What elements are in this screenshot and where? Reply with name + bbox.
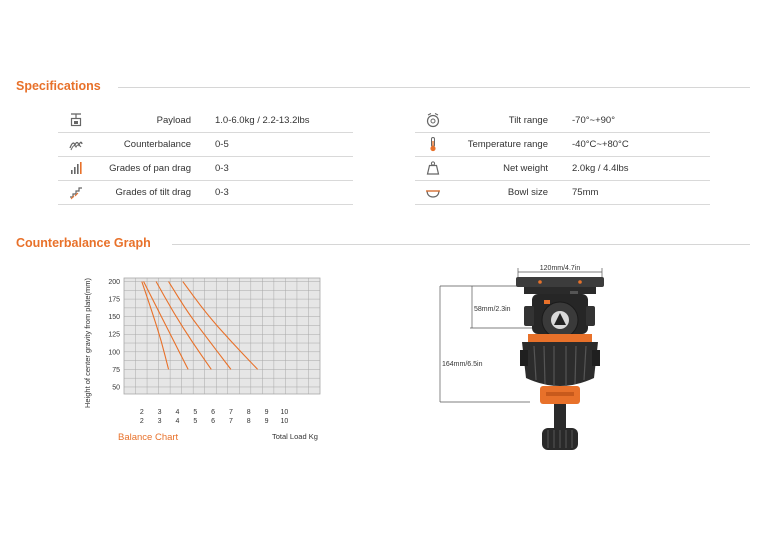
specifications-title: Specifications (16, 79, 101, 93)
fluid-head-diagram (430, 262, 630, 482)
payload-icon (68, 112, 84, 128)
spec-row-net-weight (415, 157, 710, 181)
spec-label: Grades of tilt drag (115, 187, 191, 198)
spec-row-pan-drag (58, 157, 353, 181)
spec-label: Tilt range (508, 115, 548, 126)
pan-drag-bars-icon (68, 160, 84, 176)
chart-xtick-label: 8 (246, 409, 251, 416)
spec-value: 0-3 (215, 163, 229, 174)
specs-left-table (58, 109, 353, 209)
spec-value: 0-3 (215, 187, 229, 198)
spec-value: 0-5 (215, 139, 229, 150)
balance-chart (80, 268, 420, 468)
chart-xtick-label: 9 (264, 418, 269, 425)
spec-label: Grades of pan drag (109, 163, 191, 174)
spec-value: 2.0kg / 4.4lbs (572, 163, 629, 174)
chart-ytick-label: 150 (108, 314, 120, 322)
dimension-width-label: 120mm/4.7in (539, 265, 581, 272)
thermometer-icon (425, 136, 441, 152)
spec-value: -70°~+90° (572, 115, 615, 126)
tilt-drag-steps-icon (68, 184, 84, 200)
chart-ylabel: Height of center gravity from plate(mm) (83, 277, 92, 409)
spec-row-tilt-drag (58, 181, 353, 205)
chart-ytick-label: 75 (112, 366, 120, 374)
tilt-range-icon (425, 112, 441, 128)
counterbalance-graph-rule (172, 244, 750, 245)
specs-right-table (415, 109, 710, 209)
spec-row-tilt-range (415, 109, 710, 133)
chart-xtick-label: 4 (175, 418, 180, 425)
spec-label: Net weight (503, 163, 548, 174)
chart-xtick-label: 7 (228, 409, 233, 416)
chart-ytick-label: 125 (108, 331, 120, 339)
chart-plot-area (124, 278, 320, 394)
dimension-total-height-label: 164mm/6.5in (442, 361, 483, 368)
chart-ytick-label: 175 (108, 296, 120, 304)
spec-label: Payload (156, 115, 191, 126)
chart-xtick-label: 10 (280, 409, 289, 416)
chart-ytick-label: 100 (108, 349, 120, 357)
spec-value: 75mm (572, 187, 599, 198)
chart-ytick-label: 200 (108, 279, 120, 287)
spec-label: Bowl size (507, 187, 548, 198)
specifications-rule (118, 87, 750, 88)
spec-row-temperature (415, 133, 710, 157)
bowl-icon (425, 184, 441, 200)
chart-caption: Balance Chart (118, 432, 179, 443)
counterbalance-graph-title: Counterbalance Graph (16, 236, 151, 250)
spec-row-counterbalance (58, 133, 353, 157)
spec-value: 1.0-6.0kg / 2.2-13.2lbs (215, 115, 310, 126)
chart-xlabel: Total Load Kg (272, 432, 318, 441)
spec-row-payload (58, 109, 353, 133)
chart-xtick-label: 6 (211, 418, 216, 425)
chart-xtick-label: 5 (193, 418, 198, 425)
dimension-mid-height-label: 58mm/2.3in (474, 306, 511, 313)
chart-xtick-label: 2 (139, 409, 144, 416)
chart-xtick-label: 4 (175, 409, 180, 416)
weight-icon (425, 160, 441, 176)
chart-xtick-label: 3 (157, 418, 162, 425)
spec-label: Temperature range (467, 139, 548, 150)
chart-xtick-label: 9 (264, 409, 269, 416)
chart-xtick-label: 7 (228, 418, 233, 425)
counterbalance-spring-icon (68, 136, 84, 152)
chart-xtick-label: 8 (246, 418, 251, 425)
chart-xtick-label: 3 (157, 409, 162, 416)
chart-xtick-label: 10 (280, 418, 289, 425)
spec-value: -40°C~+80°C (572, 139, 629, 150)
spec-label: Counterbalance (123, 139, 191, 150)
chart-xtick-label: 2 (139, 418, 144, 425)
chart-xtick-label: 6 (211, 409, 216, 416)
chart-ytick-label: 50 (112, 384, 120, 392)
chart-xtick-label: 5 (193, 409, 198, 416)
spec-row-bowl-size (415, 181, 710, 205)
